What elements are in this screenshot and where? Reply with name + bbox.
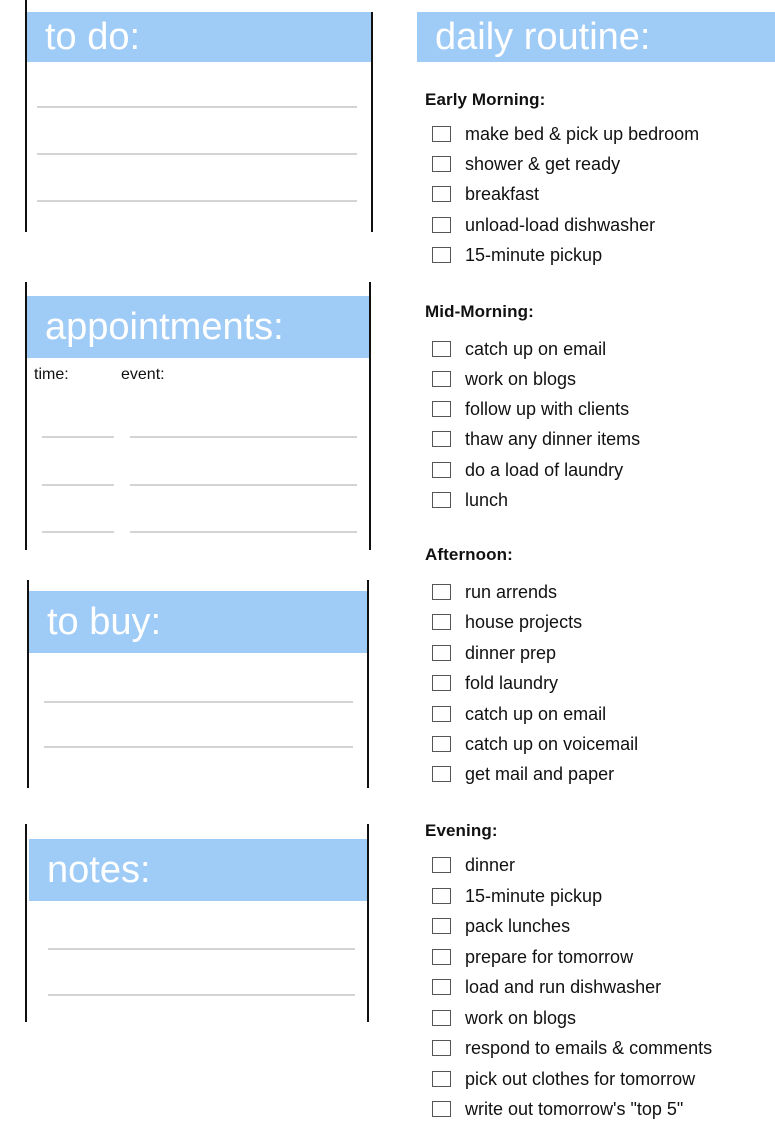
checklist-item[interactable]	[432, 214, 655, 236]
checklist-item[interactable]	[432, 976, 661, 998]
checkbox[interactable]	[432, 736, 451, 752]
appointment-event-line[interactable]	[130, 484, 357, 486]
notes-line[interactable]	[48, 994, 355, 996]
checkbox[interactable]	[432, 857, 451, 873]
checklist-item-label: do a load of laundry	[465, 459, 624, 480]
checklist-item[interactable]	[432, 642, 556, 664]
appointment-event-line[interactable]	[130, 531, 357, 533]
tobuy-right-border	[367, 580, 369, 788]
checkbox[interactable]	[432, 462, 451, 478]
appointment-time-line[interactable]	[42, 531, 114, 533]
checklist-item[interactable]	[432, 398, 629, 420]
checkbox[interactable]	[432, 341, 451, 357]
checklist-item-label: catch up on email	[465, 338, 607, 359]
checkbox[interactable]	[432, 614, 451, 630]
section-title-evening: Evening:	[425, 821, 498, 840]
checklist-item-label: 15-minute pickup	[465, 885, 603, 906]
checkbox[interactable]	[432, 1010, 451, 1026]
checklist-item-label: make bed & pick up bedroom	[465, 123, 700, 144]
checklist-item[interactable]	[432, 1098, 683, 1120]
checklist-item[interactable]	[432, 183, 539, 205]
checklist-item[interactable]	[432, 123, 699, 145]
checkbox[interactable]	[432, 645, 451, 661]
checkbox[interactable]	[432, 401, 451, 417]
checklist-item[interactable]	[432, 338, 606, 360]
checklist-item-label: dinner prep	[465, 642, 557, 663]
checklist-item-label: pack lunches	[465, 915, 571, 936]
checklist-item-label: get mail and paper	[465, 763, 615, 784]
checklist-item[interactable]	[432, 946, 633, 968]
appointments-header: appointments:	[27, 296, 369, 358]
todo-header: to do:	[27, 12, 371, 62]
checkbox[interactable]	[432, 431, 451, 447]
checklist-item[interactable]	[432, 368, 576, 390]
checklist-item-label: follow up with clients	[465, 398, 630, 419]
todo-line[interactable]	[37, 200, 357, 202]
checkbox[interactable]	[432, 156, 451, 172]
checkbox[interactable]	[432, 217, 451, 233]
checkbox[interactable]	[432, 1071, 451, 1087]
checklist-item-label: load and run dishwasher	[465, 976, 662, 997]
checklist-item[interactable]	[432, 489, 508, 511]
checklist-item-label: breakfast	[465, 183, 540, 204]
checklist-item[interactable]	[432, 733, 638, 755]
checklist-item-label: fold laundry	[465, 672, 559, 693]
checklist-item-label: write out tomorrow's "top 5"	[465, 1098, 684, 1119]
daily-routine-header: daily routine:	[417, 12, 775, 62]
checklist-item-label: pick out clothes for tomorrow	[465, 1068, 696, 1089]
appointments-right-border	[369, 282, 371, 550]
checklist-item-label: respond to emails & comments	[465, 1037, 713, 1058]
checklist-item[interactable]	[432, 153, 620, 175]
checklist-item[interactable]	[432, 854, 515, 876]
tobuy-line[interactable]	[44, 701, 353, 703]
checklist-item-label: thaw any dinner items	[465, 428, 641, 449]
tobuy-line[interactable]	[44, 746, 353, 748]
checklist-item[interactable]	[432, 428, 640, 450]
time-column-label: time:	[34, 366, 69, 383]
checklist-item-label: catch up on voicemail	[465, 733, 639, 754]
checkbox[interactable]	[432, 247, 451, 263]
event-column-label: event:	[121, 366, 165, 383]
checklist-item-label: 15-minute pickup	[465, 244, 603, 265]
tobuy-header: to buy:	[29, 591, 367, 653]
checkbox[interactable]	[432, 492, 451, 508]
checklist-item-label: work on blogs	[465, 368, 577, 389]
checkbox[interactable]	[432, 949, 451, 965]
todo-right-border	[371, 12, 373, 232]
appointment-time-line[interactable]	[42, 436, 114, 438]
checklist-item[interactable]	[432, 1007, 576, 1029]
checklist-item-label: prepare for tomorrow	[465, 946, 634, 967]
checklist-item-label: house projects	[465, 611, 583, 632]
checklist-item[interactable]	[432, 459, 623, 481]
checklist-item[interactable]	[432, 581, 557, 603]
checkbox[interactable]	[432, 186, 451, 202]
todo-line[interactable]	[37, 153, 357, 155]
checklist-item-label: catch up on email	[465, 703, 607, 724]
notes-right-border	[367, 824, 369, 1022]
section-title-afternoon: Afternoon:	[425, 545, 513, 564]
appointment-time-line[interactable]	[42, 484, 114, 486]
checklist-item-label: run arrends	[465, 581, 558, 602]
checklist-item[interactable]	[432, 703, 606, 725]
checkbox[interactable]	[432, 766, 451, 782]
checkbox[interactable]	[432, 371, 451, 387]
checklist-item-label: unload-load dishwasher	[465, 214, 656, 235]
section-title-mid-morning: Mid-Morning:	[425, 302, 534, 321]
checkbox[interactable]	[432, 1101, 451, 1117]
checkbox[interactable]	[432, 1040, 451, 1056]
appointment-event-line[interactable]	[130, 436, 357, 438]
checkbox[interactable]	[432, 979, 451, 995]
checklist-item[interactable]	[432, 1068, 695, 1090]
checkbox[interactable]	[432, 918, 451, 934]
checkbox[interactable]	[432, 706, 451, 722]
checkbox[interactable]	[432, 675, 451, 691]
checklist-item[interactable]	[432, 1037, 712, 1059]
section-title-early-morning: Early Morning:	[425, 90, 546, 109]
checkbox[interactable]	[432, 888, 451, 904]
notes-line[interactable]	[48, 948, 355, 950]
checklist-item[interactable]	[432, 672, 558, 694]
checklist-item[interactable]	[432, 244, 602, 266]
notes-header: notes:	[29, 839, 367, 901]
checklist-item[interactable]	[432, 611, 582, 633]
checklist-item[interactable]	[432, 763, 614, 785]
checkbox[interactable]	[432, 126, 451, 142]
checkbox[interactable]	[432, 584, 451, 600]
checklist-item-label: work on blogs	[465, 1007, 577, 1028]
checklist-item[interactable]	[432, 915, 570, 937]
checklist-item-label: shower & get ready	[465, 153, 621, 174]
checklist-item-label: dinner	[465, 854, 516, 875]
notes-left-border	[25, 824, 27, 1022]
checklist-item-label: lunch	[465, 489, 509, 510]
todo-line[interactable]	[37, 106, 357, 108]
checklist-item[interactable]	[432, 885, 602, 907]
